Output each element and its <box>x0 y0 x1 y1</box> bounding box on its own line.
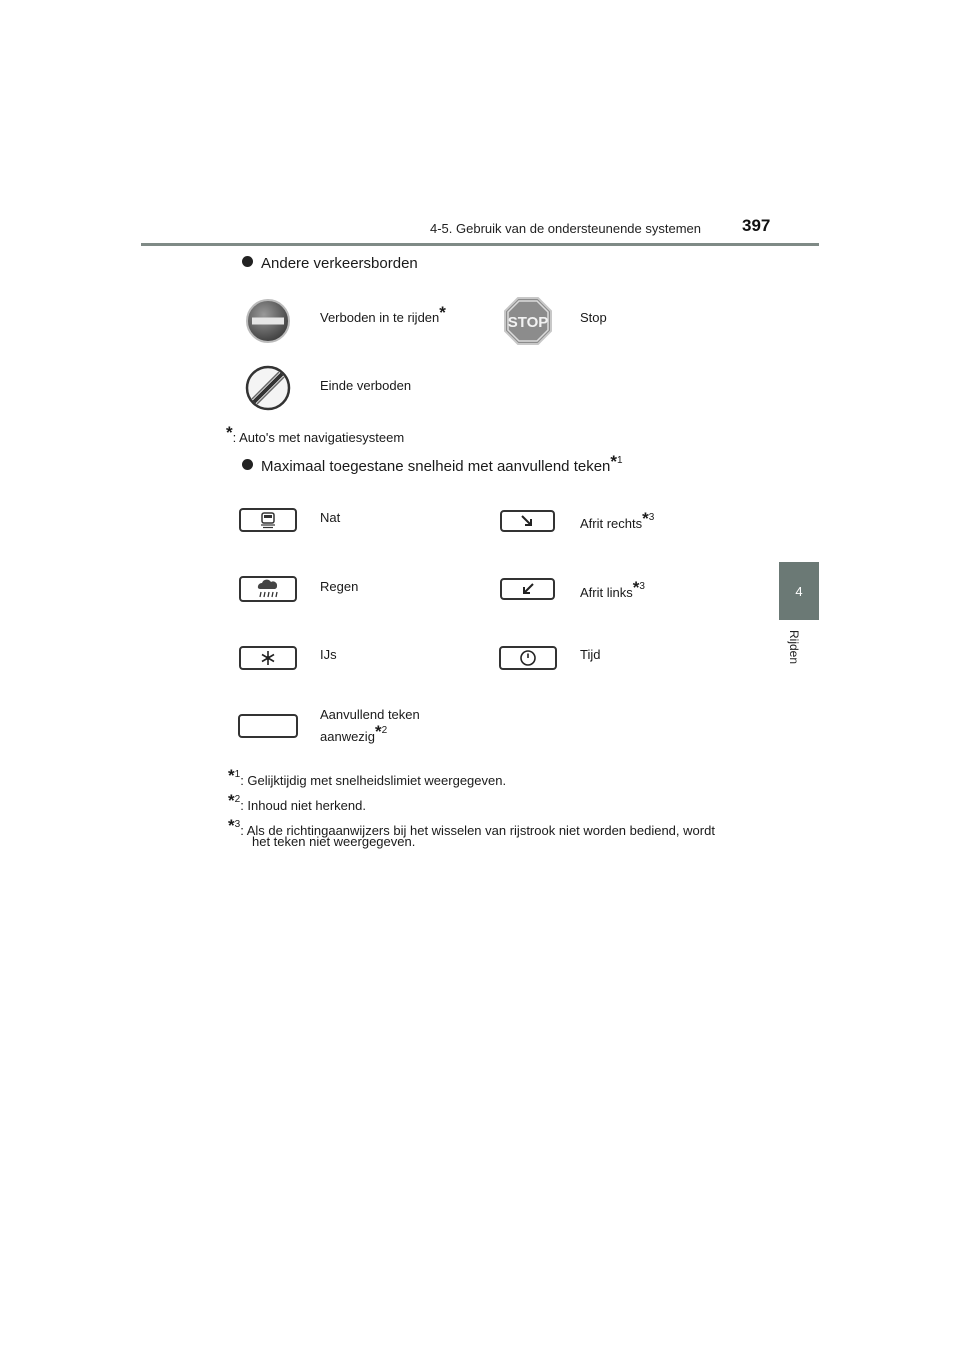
sign-label-exit-left <box>580 579 645 601</box>
footnote-text: : Als de richtingaanwijzers bij het wisselen van rijstrook niet worden bediend, wordt <box>240 823 715 838</box>
sign-label-rain: Regen <box>320 579 359 594</box>
page-number: 397 <box>742 216 771 235</box>
heading-speed-limit <box>242 452 623 475</box>
chapter-number: 4 <box>795 583 803 599</box>
chapter-label: Rijden <box>787 630 801 665</box>
exit-left-panel-icon <box>500 578 555 600</box>
sign-label-stop: Stop <box>580 310 607 325</box>
end-of-restriction-sign-icon <box>245 365 291 411</box>
footnote-sup: 1 <box>617 455 623 466</box>
stop-sign-icon <box>504 297 552 345</box>
header-divider <box>141 243 819 246</box>
label-text: Verboden in te rijden <box>320 310 440 325</box>
label-line-2 <box>320 723 420 745</box>
chapter-tab[interactable] <box>779 562 819 620</box>
section-title: 4-5. Gebruik van de ondersteunende systemen <box>430 221 702 236</box>
label-line-1: Aanvullend teken <box>320 707 420 722</box>
footnote-2 <box>228 791 366 814</box>
sign-label-end-restriction: Einde verboden <box>320 378 412 393</box>
sign-label-ice: IJs <box>320 647 337 662</box>
sign-label-no-entry <box>320 303 446 326</box>
bullet-icon <box>242 459 253 470</box>
sign-label-exit-right <box>580 510 654 532</box>
footnote-navigation <box>226 423 405 446</box>
heading-text: Andere verkeersborden <box>261 255 418 272</box>
sign-label-time: Tijd <box>580 647 601 662</box>
footnote-marker: * <box>228 791 235 810</box>
footnote-marker: * <box>228 816 235 835</box>
footnote-text: het teken niet weergegeven. <box>252 834 416 849</box>
footnote-marker: * <box>610 452 618 471</box>
footnote-sup: 3 <box>639 581 645 592</box>
heading-text: Maximaal toegestane snelheid met aanvullend teken <box>261 458 611 475</box>
bullet-icon <box>242 256 253 267</box>
footnote-sup: 1 <box>234 769 241 780</box>
rain-panel-icon <box>239 576 297 602</box>
footnote-marker: * <box>374 722 382 741</box>
footnote-marker: * <box>439 303 446 322</box>
clock-panel-icon <box>499 646 557 670</box>
footnote-marker: * <box>226 423 233 442</box>
footnote-text: : Auto's met navigatiesysteem <box>232 430 405 445</box>
heading-other-signs <box>242 255 418 272</box>
sign-label-wet: Nat <box>320 510 341 525</box>
footnote-marker: * <box>632 578 640 597</box>
label-text: Afrit rechts <box>580 516 643 531</box>
footnote-marker: * <box>642 509 649 528</box>
footnote-text: : Inhoud niet herkend. <box>240 798 366 813</box>
ice-panel-icon <box>239 646 297 670</box>
footnote-3-continuation <box>252 833 415 850</box>
footnote-text: : Gelijktijdig met snelheidslimiet weergegeven. <box>240 773 507 788</box>
footnote-sup: 2 <box>381 725 388 736</box>
exit-right-panel-icon <box>500 510 555 532</box>
wet-road-panel-icon <box>239 508 297 532</box>
label-text: aanwezig <box>320 729 375 744</box>
stop-sign-text: STOP <box>507 314 549 331</box>
label-text: Afrit links <box>580 585 633 600</box>
footnote-marker: * <box>228 766 235 785</box>
blank-panel-icon <box>238 714 298 738</box>
sign-label-additional <box>320 707 420 745</box>
footnote-sup: 3 <box>648 512 655 523</box>
footnote-1 <box>228 766 506 789</box>
no-entry-sign-icon <box>245 298 291 344</box>
footnote-sup: 2 <box>234 794 241 805</box>
footnote-sup: 3 <box>234 819 241 830</box>
